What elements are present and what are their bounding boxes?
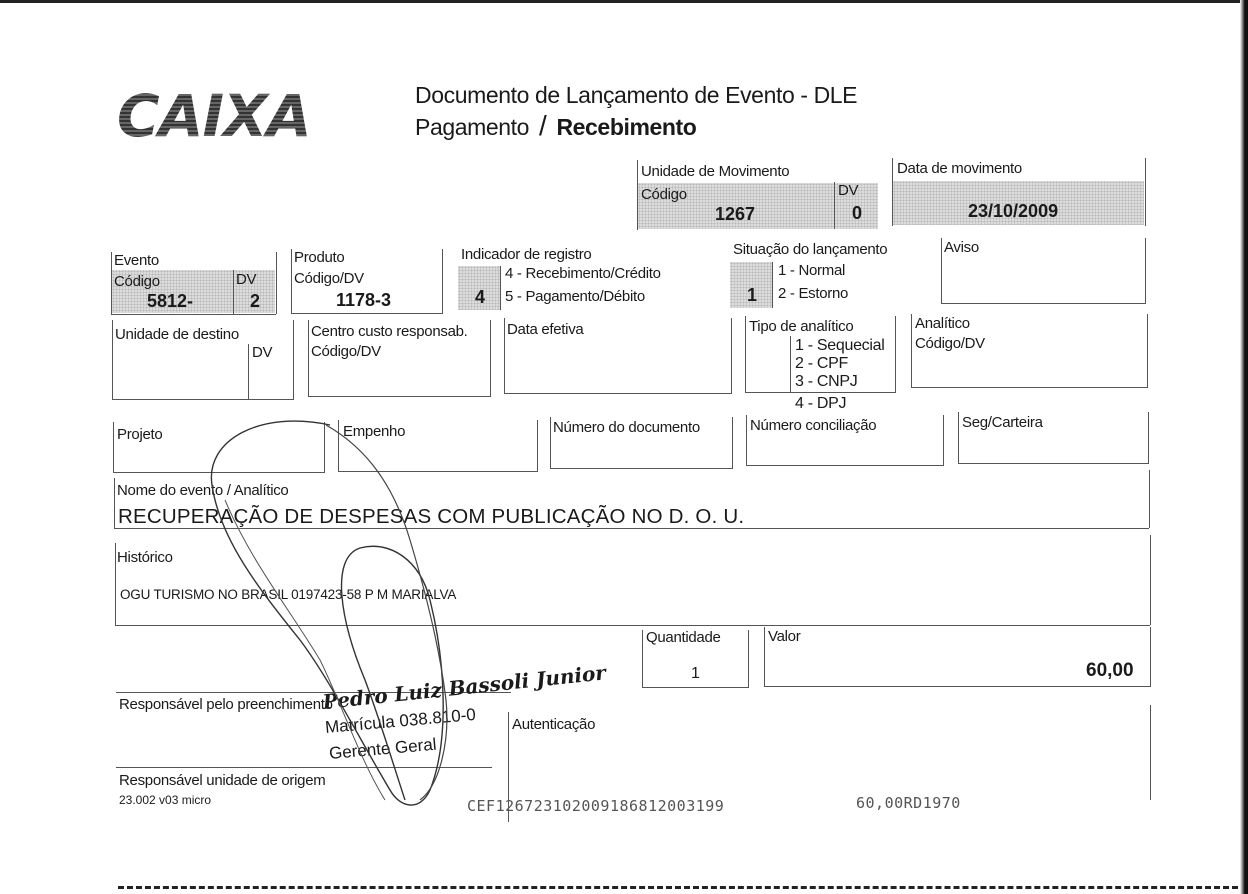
- responsavel-preenchimento-label: Responsável pelo preenchimento: [119, 696, 333, 713]
- tipo-option-dpj: 4 - DPJ: [795, 395, 847, 412]
- evento-dv-label: DV: [236, 271, 257, 288]
- indicador-label: Indicador de registro: [461, 246, 592, 263]
- nome-evento-label: Nome do evento / Analítico: [117, 482, 289, 499]
- dm-value: 23/10/2009: [968, 201, 1059, 221]
- tipo-analitico-label: Tipo de analítico: [749, 318, 854, 335]
- centro-custo-label: Centro custo responsab.: [311, 323, 468, 340]
- unidade-destino-dv-label: DV: [252, 344, 273, 361]
- numero-conciliacao-label: Número conciliação: [750, 417, 877, 434]
- unidade-destino-label: Unidade de destino: [115, 326, 239, 343]
- situacao-label: Situação do lançamento: [733, 241, 888, 258]
- caixa-logo: CAIXA: [117, 82, 311, 150]
- document-title: Documento de Lançamento de Evento - DLE: [415, 82, 858, 108]
- situacao-option-estorno: 2 - Estorno: [778, 285, 849, 302]
- situacao-option-normal: 1 - Normal: [778, 262, 846, 279]
- cut-line: [118, 886, 1238, 889]
- centro-custo-codigo-label: Código/DV: [311, 343, 381, 360]
- quantidade-value: 1: [691, 665, 700, 682]
- evento-codigo-label: Código: [114, 273, 160, 290]
- seg-carteira-label: Seg/Carteira: [962, 414, 1043, 431]
- tipo-option-cnpj: 3 - CNPJ: [795, 373, 858, 390]
- autenticacao-line-1: CEF126723102009186812003199: [467, 797, 725, 815]
- data-efetiva-label: Data efetiva: [507, 321, 584, 338]
- um-dv-label: DV: [838, 182, 859, 199]
- valor-label: Valor: [768, 628, 801, 645]
- nome-evento-value: RECUPERAÇÃO DE DESPESAS COM PUBLICAÇÃO NO D. O. U.: [118, 505, 745, 528]
- stamp-matricula: Matrícula 038.810-0: [324, 704, 477, 738]
- stamp-cargo: Gerente Geral: [328, 734, 438, 764]
- tipo-option-cpf: 2 - CPF: [795, 355, 849, 372]
- subtitle-recebimento: Recebimento: [556, 114, 697, 140]
- valor-value: 60,00: [1086, 660, 1134, 681]
- evento-label: Evento: [114, 252, 159, 269]
- indicador-value: 4: [475, 287, 486, 307]
- analitico-codigo-label: Código/DV: [915, 335, 985, 352]
- historico-value: OGU TURISMO NO BRASIL 0197423-58 P M MARIALVA: [120, 587, 457, 602]
- evento-dv-value: 2: [250, 291, 261, 311]
- subtitle-separator: /: [539, 110, 547, 141]
- historico-label: Histórico: [117, 549, 173, 566]
- aviso-label: Aviso: [944, 239, 979, 256]
- analitico-label: Analítico: [915, 315, 970, 332]
- tipo-option-sequencial: 1 - Sequecial: [795, 337, 885, 354]
- quantidade-label: Quantidade: [646, 629, 721, 646]
- produto-value: 1178-3: [336, 290, 392, 310]
- indicador-option-debito: 5 - Pagamento/Débito: [505, 288, 645, 305]
- um-codigo-value: 1267: [715, 204, 756, 224]
- autenticacao-label: Autenticação: [512, 716, 596, 733]
- responsavel-origem-label: Responsável unidade de origem: [119, 772, 326, 789]
- numero-documento-label: Número do documento: [553, 419, 700, 436]
- indicador-option-credito: 4 - Recebimento/Crédito: [505, 265, 661, 282]
- produto-codigo-label: Código/DV: [294, 270, 364, 287]
- um-label: Unidade de Movimento: [641, 163, 790, 180]
- form-code: 23.002 v03 micro: [119, 793, 212, 807]
- projeto-label: Projeto: [117, 426, 163, 443]
- um-dv-value: 0: [852, 203, 863, 223]
- subtitle-pagamento: Pagamento: [415, 114, 530, 140]
- evento-codigo-value: 5812-: [147, 291, 194, 311]
- um-codigo-label: Código: [641, 186, 687, 203]
- produto-label: Produto: [294, 249, 345, 266]
- stamp-name: Pedro Luiz Bassoli Junior: [321, 660, 607, 714]
- autenticacao-line-2: 60,00RD1970: [856, 794, 961, 812]
- dm-label: Data de movimento: [897, 160, 1022, 177]
- situacao-value: 1: [747, 285, 758, 305]
- empenho-label: Empenho: [343, 423, 406, 440]
